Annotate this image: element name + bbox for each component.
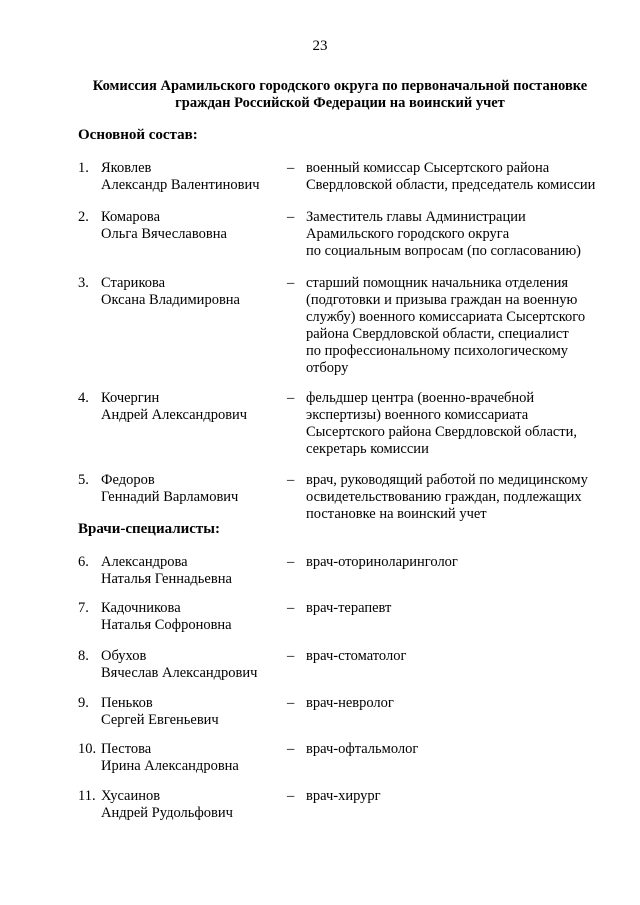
member-number: 6. (78, 554, 89, 570)
member-role (306, 472, 626, 523)
role-line: военный комиссар Сысертского района (306, 160, 550, 176)
member-role (306, 554, 626, 571)
member-role (306, 648, 626, 665)
role-line: врач-стоматолог (306, 648, 407, 664)
role-line: фельдшер центра (военно-врачебной (306, 390, 535, 406)
member-number: 9. (78, 695, 89, 711)
page-number: 23 (312, 38, 328, 54)
member-surname: Кадочникова (101, 600, 181, 616)
dash-separator: – (287, 472, 295, 488)
role-line: врач-офтальмолог (306, 741, 419, 757)
role-line: экспертизы) военного комиссариата (306, 407, 529, 423)
member-name (101, 554, 291, 588)
member-surname: Кочергин (101, 390, 160, 406)
member-number: 2. (78, 209, 89, 225)
member-name (101, 741, 291, 775)
member-given-name: Александр Валентинович (101, 177, 260, 193)
role-line: Свердловской области, председатель комиссии (306, 177, 596, 193)
title-line: Комиссия Арамильского городского округа по первоначальной постановке (92, 78, 588, 94)
dash-separator: – (287, 390, 295, 406)
member-name (101, 160, 291, 194)
member-name (101, 648, 291, 682)
member-given-name: Наталья Софроновна (101, 617, 232, 633)
member-surname: Хусаинов (101, 788, 161, 804)
member-given-name: Вячеслав Александрович (101, 665, 258, 681)
member-name (101, 600, 291, 634)
role-line: Заместитель главы Администрации (306, 209, 526, 225)
role-line: по социальным вопросам (по согласованию) (306, 243, 582, 259)
member-role (306, 390, 626, 458)
member-role (306, 741, 626, 758)
role-line: врач-оториноларинголог (306, 554, 458, 570)
member-given-name: Ирина Александровна (101, 758, 239, 774)
member-name (101, 390, 291, 424)
member-number: 11. (78, 788, 96, 804)
dash-separator: – (287, 554, 295, 570)
member-surname: Федоров (101, 472, 155, 488)
member-given-name: Геннадий Варламович (101, 489, 239, 505)
dash-separator: – (287, 600, 295, 616)
member-role (306, 788, 626, 805)
member-number: 10. (78, 741, 97, 757)
role-line: секретарь комиссии (306, 441, 429, 457)
member-role (306, 275, 626, 377)
role-line: старший помощник начальника отделения (306, 275, 569, 291)
dash-separator: – (287, 209, 295, 225)
role-line: Сысертского района Свердловской области, (306, 424, 578, 440)
document-title (70, 78, 610, 112)
member-number: 3. (78, 275, 89, 291)
member-surname: Пестова (101, 741, 152, 757)
member-number: 5. (78, 472, 89, 488)
member-given-name: Андрей Александрович (101, 407, 248, 423)
member-given-name: Андрей Рудольфович (101, 805, 233, 821)
role-line: врач, руководящий работой по медицинскому (306, 472, 588, 488)
member-surname: Пеньков (101, 695, 153, 711)
member-number: 4. (78, 390, 89, 406)
role-line: по профессиональному психологическому (306, 343, 569, 359)
dash-separator: – (287, 741, 295, 757)
member-surname: Обухов (101, 648, 147, 664)
dash-separator: – (287, 160, 295, 176)
member-name (101, 695, 291, 729)
role-line: постановке на воинский учет (306, 506, 487, 522)
role-line: района Свердловской области, специалист (306, 326, 569, 342)
role-line: Арамильского городского округа (306, 226, 510, 242)
member-surname: Комарова (101, 209, 161, 225)
member-role (306, 600, 626, 617)
member-given-name: Оксана Владимировна (101, 292, 240, 308)
member-role (306, 209, 626, 260)
member-name (101, 275, 291, 309)
member-name (101, 209, 291, 243)
role-line: отбору (306, 360, 349, 376)
role-line: врач-терапевт (306, 600, 392, 616)
dash-separator: – (287, 788, 295, 804)
dash-separator: – (287, 648, 295, 664)
member-surname: Старикова (101, 275, 166, 291)
role-line: (подготовки и призыва граждан на военную (306, 292, 578, 308)
member-name (101, 788, 291, 822)
dash-separator: – (287, 695, 295, 711)
role-line: освидетельствованию граждан, подлежащих (306, 489, 582, 505)
member-given-name: Наталья Геннадьевна (101, 571, 232, 587)
member-number: 8. (78, 648, 89, 664)
member-number: 7. (78, 600, 89, 616)
member-role (306, 695, 626, 712)
member-surname: Александрова (101, 554, 188, 570)
member-number: 1. (78, 160, 89, 176)
member-given-name: Сергей Евгеньевич (101, 712, 219, 728)
member-given-name: Ольга Вячеславовна (101, 226, 227, 242)
main-section-title: Основной состав: (78, 127, 198, 143)
role-line: врач-невролог (306, 695, 394, 711)
member-name (101, 472, 291, 506)
member-role (306, 160, 626, 194)
role-line: врач-хирург (306, 788, 381, 804)
member-surname: Яковлев (101, 160, 152, 176)
title-line: граждан Российской Федерации на воинский учет (175, 95, 505, 111)
doctors-section-title: Врачи-специалисты: (78, 521, 221, 537)
dash-separator: – (287, 275, 295, 291)
role-line: службу) военного комиссариата Сысертского (306, 309, 586, 325)
